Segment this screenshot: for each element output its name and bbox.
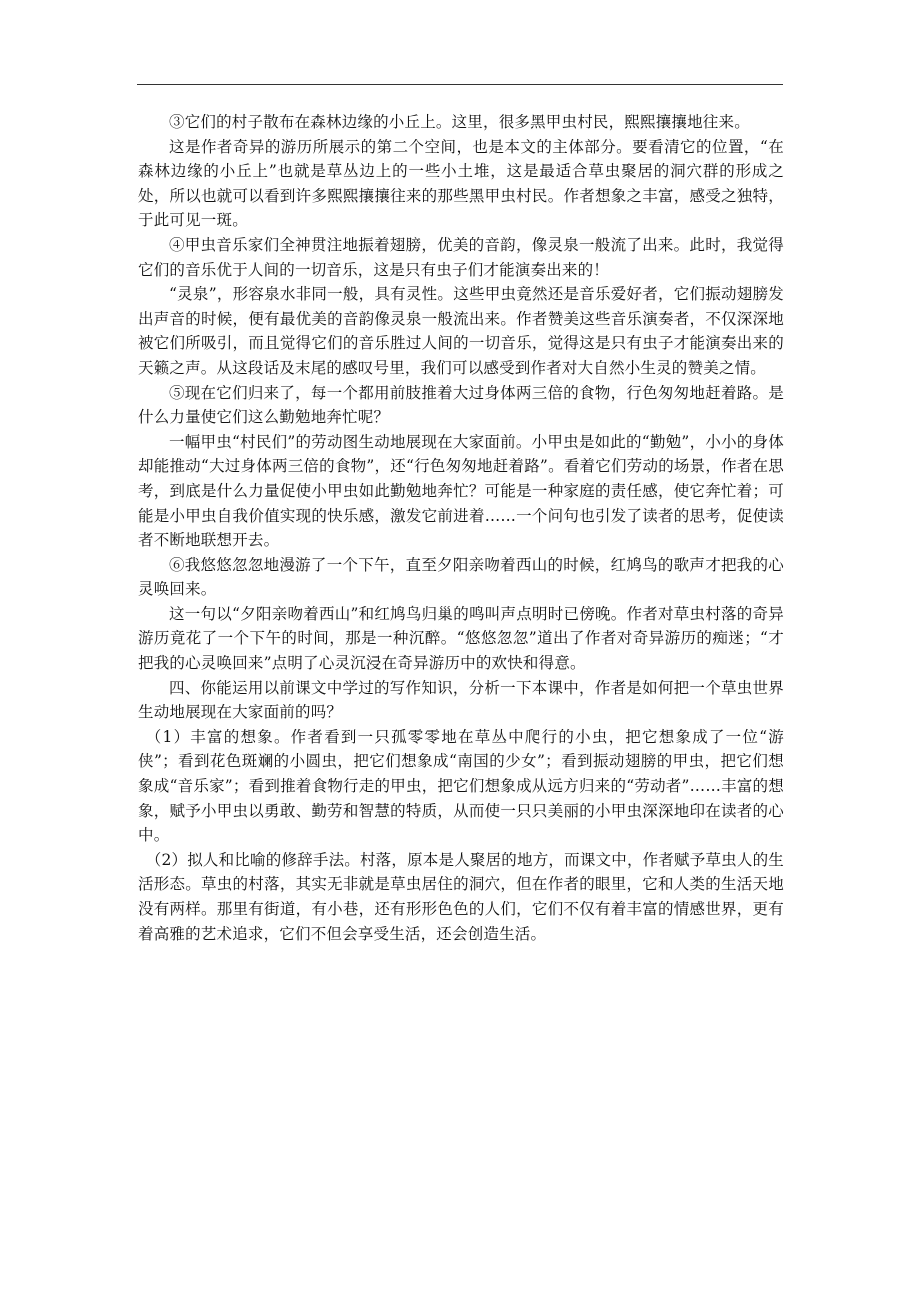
paragraph-quote-5: ⑤现在它们归来了，每一个都用前肢推着大过身体两三倍的食物，行色匆匆地赶着路。是什么力量使它们这么勤勉地奔忙呢？ xyxy=(138,383,784,427)
paragraph-quote-4: ④甲虫音乐家们全神贯注地振着翅膀，优美的音韵，像灵泉一般流了出来。此时，我觉得它们的音乐优于人间的一切音乐，这是只有虫子们才能演奏出来的！ xyxy=(138,235,784,279)
answer-item-1-text: （1）丰富的想象。作者看到一只孤零零地在草丛中爬行的小虫，把它想象成了一位“游侠”；看到花色斑斓的小圆虫，把它们想象成“南国的少女”；看到振动翅膀的甲虫，把它们想象成“音乐家”；看到推着食物行走的甲虫，把它们想象成从远方归来的“劳动者”……丰富的想象，赋予小甲虫以勇敢、勤劳和智慧的特质，从而使一只只美丽的小甲虫深深地印在读者的心中。 xyxy=(138,727,784,845)
answer-item-2-text: （2）拟人和比喻的修辞手法。村落，原本是人聚居的地方，而课文中，作者赋予草虫人的生活形态。草虫的村落，其实无非就是草虫居住的洞穴，但在作者的眼里，它和人类的生活天地没有两样。那里有街道，有小巷，还有形形色色的人们，它们不仅有着丰富的情感世界，更有着高雅的艺术追求，它们不但会享受生活，还会创造生活。 xyxy=(138,850,784,943)
paragraph-analysis-3: 这是作者奇异的游历所展示的第二个空间，也是本文的主体部分。要看清它的位置，“在森林边缘的小丘上”也就是草丛边上的一些小土堆，这是最适合草虫聚居的洞穴群的形成之处，所以也就可以看到许多熙熙攘攘往来的那些黑甲虫村民。作者想象之丰富，感受之独特，于此可见一斑。 xyxy=(138,137,784,230)
paragraph-analysis-4: “灵泉”，形容泉水非同一般，具有灵性。这些甲虫竟然还是音乐爱好者，它们振动翅膀发出声音的时候，便有最优美的音韵像灵泉一般流出来。作者赞美这些音乐演奏者，不仅深深地被它们所吸引，而且觉得它们的音乐胜过人间的一切音乐，觉得这是只有虫子才能演奏出来的天籁之声。从这段话及末尾的感叹号里，我们可以感受到作者对大自然小生灵的赞美之情。 xyxy=(138,285,784,377)
answer-item-2 xyxy=(138,848,784,946)
answer-item-1 xyxy=(138,725,784,848)
paragraph-analysis-6: 这一句以“夕阳亲吻着西山”和红鸠鸟归巢的鸣叫声点明时已傍晚。作者对草虫村落的奇异游历竟花了一个下午的时间，那是一种沉醉。“悠悠忽忽”道出了作者对奇异游历的痴迷；“才把我的心灵唤回来”点明了心灵沉浸在奇异游历中的欢快和得意。 xyxy=(138,604,784,673)
paragraph-quote-6: ⑥我悠悠忽忽地漫游了一个下午，直至夕阳亲吻着西山的时候，红鸠鸟的歌声才把我的心灵唤回来。 xyxy=(138,555,784,599)
question-4: 四、你能运用以前课文中学过的写作知识，分析一下本课中，作者是如何把一个草虫世界生动地展现在大家面前的吗？ xyxy=(138,678,784,722)
header-rule xyxy=(137,84,783,85)
paragraph-analysis-5: 一幅甲虫“村民们”的劳动图生动地展现在大家面前。小甲虫是如此的“勤勉”，小小的身体却能推动“大过身体两三倍的食物”，还“行色匆匆地赶着路”。看着它们劳动的场景，作者在思考，到底是什么力量促使小甲虫如此勤勉地奔忙？可能是一种家庭的责任感，使它奔忙着；可能是小甲虫自我价值实现的快乐感，激发它前进着……一个问句也引发了读者的思考，促使读者不断地联想开去。 xyxy=(138,432,784,550)
paragraph-quote-3: ③它们的村子散布在森林边缘的小丘上。这里，很多黑甲虫村民，熙熙攘攘地往来。 xyxy=(169,113,750,131)
document-body xyxy=(138,110,784,946)
